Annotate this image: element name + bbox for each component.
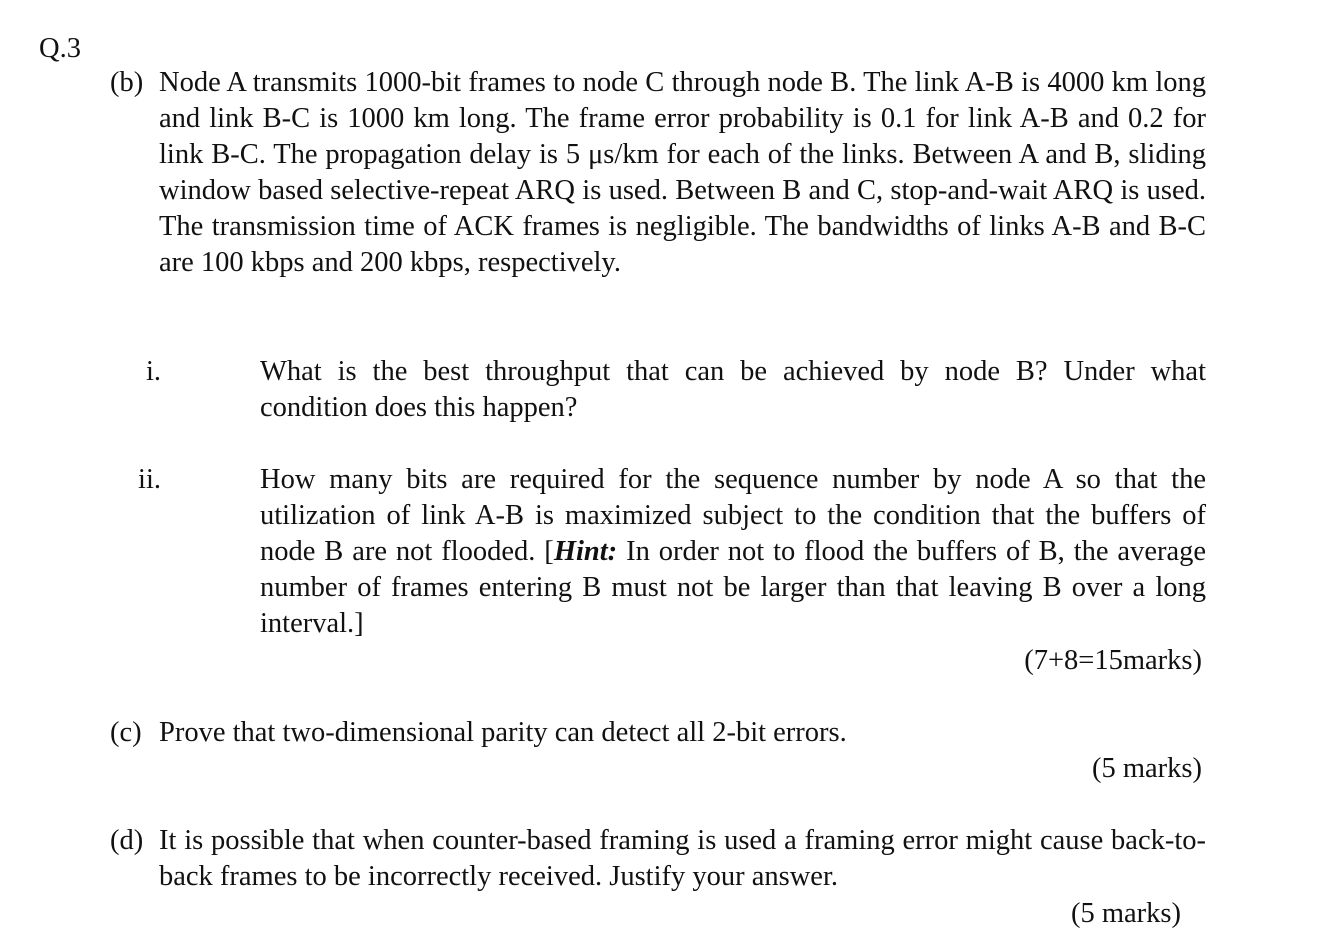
sub-ii-text-after-hint: In order not to flood the buffers of B, the average number of frames entering B must not be larger than that leaving B over a long interval.] [260, 536, 1207, 639]
sub-ii-text [260, 462, 1206, 642]
part-b-text: Node A transmits 1000-bit frames to node C through node B. The link A-B is 4000 km long and link B-C is 1000 km long. The frame error probability is 0.1 for link A-B and 0.2 for link B-C. The propagation delay is 5 μs/km for each of the links. Between A and B, sliding window based selective-repeat ARQ is used. Between B and C, stop-and-wait ARQ is used. The transmission time of ACK frames is negligible. The bandwidths of links A-B and B-C are 100 kbps and 200 kbps, respectively. [159, 67, 1206, 278]
hint-label: Hint: [553, 536, 618, 567]
part-d [110, 823, 1206, 895]
sub-i-text: What is the best throughput that can be achieved by node B? Under what condition does this happen? [260, 356, 1206, 423]
part-b-sub-i [145, 354, 1206, 426]
part-c-text: Prove that two-dimensional parity can detect all 2-bit errors. [159, 717, 847, 748]
sub-ii-text-before-hint: How many bits are required for the sequence number by node A so that the utilization of link A-B is maximized subject to the condition that the buffers of node B are not flooded. [ [260, 464, 1206, 567]
part-d-label: (d) [110, 825, 144, 856]
part-b [110, 65, 1206, 281]
part-d-text: It is possible that when counter-based framing is used a framing error might cause back-to-back frames to be incorrectly received. Justify your answer. [159, 825, 1206, 892]
part-b-label: (b) [110, 67, 144, 98]
question-number: Q.3 [39, 33, 81, 64]
part-b-sub-ii [138, 462, 1207, 642]
part-c [110, 715, 1206, 751]
part-c-marks: (5 marks) [1091, 753, 1202, 784]
part-b-marks: (7+8=15marks) [1024, 645, 1202, 676]
sub-i-label: i. [145, 356, 161, 387]
part-c-label: (c) [110, 717, 142, 748]
part-d-marks: (5 marks) [1070, 898, 1181, 929]
sub-ii-label: ii. [138, 464, 161, 495]
